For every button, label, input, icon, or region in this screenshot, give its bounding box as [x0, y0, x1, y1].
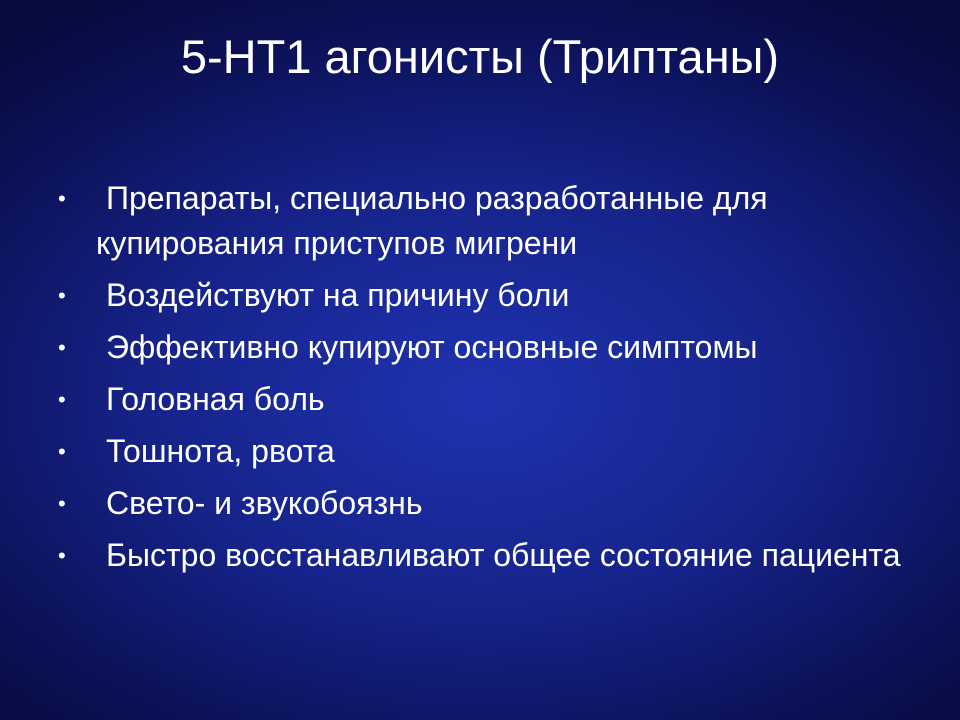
bullet-item — [58, 273, 918, 318]
bullet-dot-icon: • — [58, 543, 66, 568]
bullet-text: Свето- и звукобоязнь — [106, 485, 423, 521]
bullet-text: Головная боль — [106, 381, 325, 417]
bullet-item — [58, 533, 918, 578]
bullet-dot-icon: • — [58, 283, 66, 308]
bullet-item — [58, 325, 918, 370]
bullet-text: Быстро восстанавливают общее состояние пациента — [106, 537, 901, 573]
bullet-dot-icon: • — [58, 439, 66, 464]
slide-title: 5-HT1 агонисты (Триптаны) — [180, 30, 780, 83]
bullet-dot-icon: • — [58, 186, 66, 211]
bullet-text: Воздействуют на причину боли — [106, 277, 570, 313]
bullet-dot-icon: • — [58, 335, 66, 360]
bullet-item — [58, 429, 918, 474]
bullet-text: Эффективно купируют основные симптомы — [106, 329, 758, 365]
bullet-text: Тошнота, рвота — [106, 433, 335, 469]
bullet-text: Препараты, специально разработанные для купирования приступов мигрени — [96, 180, 768, 261]
bullet-dot-icon: • — [58, 387, 66, 412]
bullet-dot-icon: • — [58, 491, 66, 516]
bullet-item — [58, 377, 918, 422]
bullet-item — [58, 481, 918, 526]
bullet-item — [58, 176, 918, 266]
bullet-list — [58, 176, 918, 585]
